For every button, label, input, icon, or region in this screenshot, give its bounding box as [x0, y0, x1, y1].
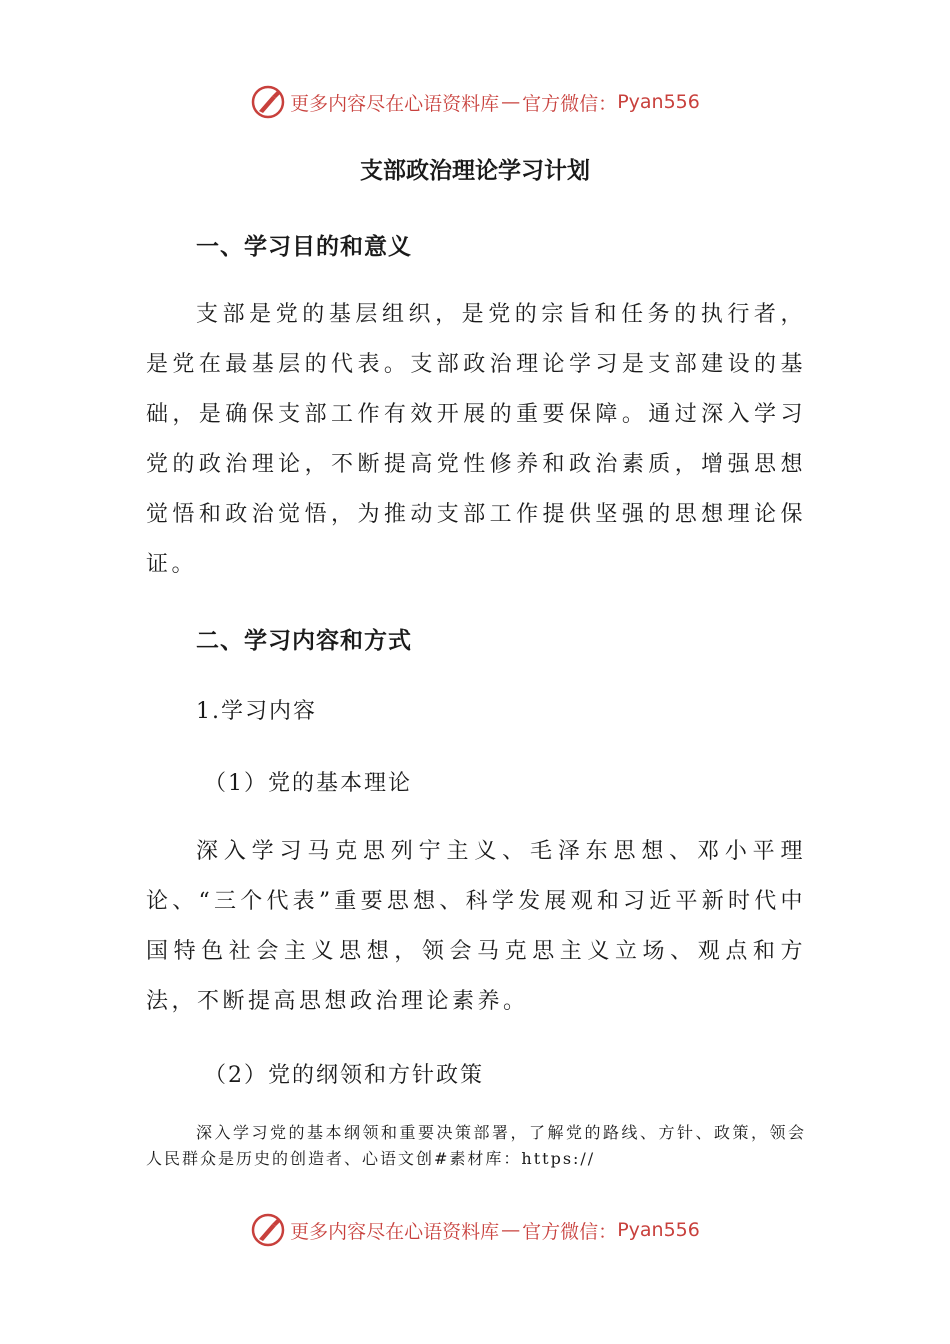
sub2-label: （2）党的纲领和方针政策: [204, 1063, 484, 1088]
banner-text: 更多内容尽在心语资料库: [290, 1220, 500, 1243]
section2-heading: 二、学习内容和方式: [196, 628, 412, 654]
sub2-paragraph: 深入学习党的基本纲领和重要决策部署，了解党的路线、方针、政策，领会人民群众是历史的创造者、心语文创#素材库：https://: [146, 1123, 806, 1168]
banner-handle: Pyan556: [617, 1219, 700, 1241]
page-title: 支部政治理论学习计划: [360, 158, 590, 184]
banner-text: 更多内容尽在心语资料库: [290, 92, 500, 115]
section1-paragraph: 支部是党的基层组织，是党的宗旨和任务的执行者，是党在最基层的代表。支部政治理论学习是支部建设的基础，是确保支部工作有效开展的重要保障。通过深入学习党的政治理论，不断提高党性修养和政治素质，增强思想觉悟和政治觉悟，为推动支部工作提供坚强的思想理论保证。: [146, 302, 806, 577]
banner-wechat-label: 官方微信：: [522, 1220, 618, 1243]
pen-logo-icon: [250, 1212, 286, 1248]
sub1-paragraph: 深入学习马克思列宁主义、毛泽东思想、邓小平理论、“三个代表”重要思想、科学发展观和习近平新时代中国特色社会主义思想，领会马克思主义立场、观点和方法，不断提高思想政治理论素养。: [146, 839, 806, 1014]
section1-heading: 一、学习目的和意义: [196, 234, 412, 260]
banner-separator: —: [501, 1219, 521, 1241]
footer-watermark-banner: [0, 1208, 950, 1252]
banner-separator: —: [501, 91, 521, 113]
header-watermark-banner: [0, 80, 950, 124]
banner-handle: Pyan556: [617, 91, 700, 113]
banner-wechat-label: 官方微信：: [522, 92, 618, 115]
sub1-label: （1）党的基本理论: [204, 771, 412, 796]
item1-label: 1.学习内容: [196, 699, 317, 724]
pen-logo-icon: [250, 84, 286, 120]
